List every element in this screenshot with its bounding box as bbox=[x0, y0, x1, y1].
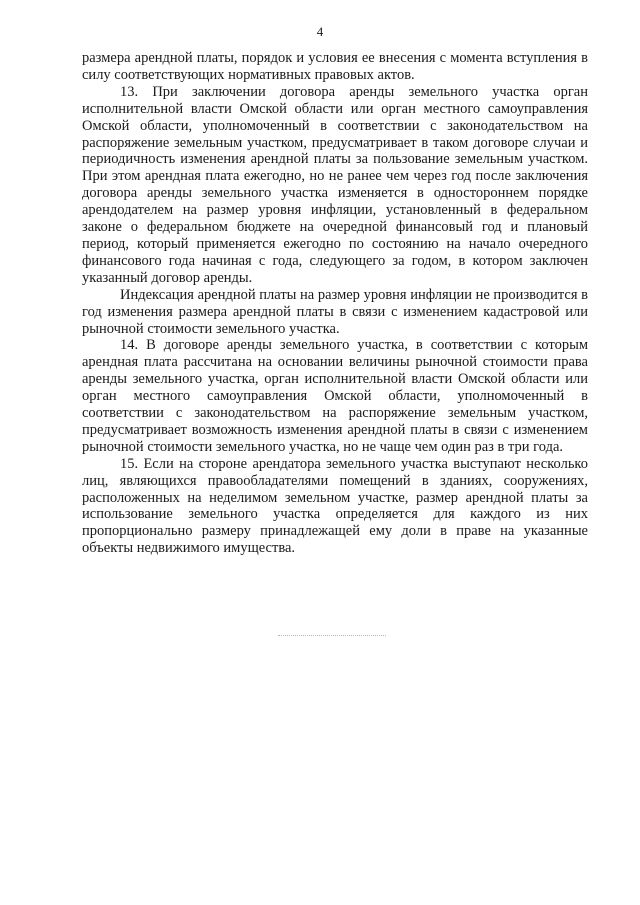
page-number: 4 bbox=[316, 24, 324, 39]
document-body bbox=[82, 50, 588, 557]
paragraph-continuation: размера арендной платы, порядок и условия ее внесения с момента вступления в силу соответствующих нормативных правовых актов. bbox=[82, 50, 588, 83]
paragraph-13: 13. При заключении договора аренды земельного участка орган исполнительной власти Омской области или орган местного самоуправления Омской области, уполномоченный в соответствии с законодательством на распоряжение земельным участком, предусматривает в таком договоре случаи и периодичность изменения арендной платы за пользование земельным участком. При этом арендная плата ежегодно, но не ранее чем через год после заключения договора аренды земельного участка изменяется в одностороннем порядке арендодателем на размер уровня инфляции, установленный в федеральном законе о федеральном бюджете на очередной финансовый год и плановый период, который применяется ежегодно по состоянию на начало очередного финансового года начиная с года, следующего за годом, в котором заключен указанный договор аренды. bbox=[82, 83, 588, 286]
paragraph-14: 14. В договоре аренды земельного участка, в соответствии с которым арендная плата рассчитана на основании величины рыночной стоимости права аренды земельного участка, орган исполнительной власти Омской области или орган местного самоуправления Омской области, уполномоченный в соответствии с законодательством на распоряжение земельным участком, предусматривает возможность изменения арендной платы в связи с изменением рыночной стоимости земельного участка, но не чаще чем один раз в три года. bbox=[82, 337, 588, 455]
end-of-text-rule bbox=[278, 635, 386, 636]
paragraph-15: 15. Если на стороне арендатора земельного участка выступают несколько лиц, являющихся правообладателями помещений в зданиях, сооружениях, расположенных на неделимом земельном участке, размер арендной платы за использование земельного участка определяется для каждого из них пропорционально размеру принадлежащей ему доли в праве на указанные объекты недвижимого имущества. bbox=[82, 455, 588, 557]
paragraph-indexation: Индексация арендной платы на размер уровня инфляции не производится в год изменения размера арендной платы в связи с изменением кадастровой или рыночной стоимости земельного участка. bbox=[82, 286, 588, 337]
